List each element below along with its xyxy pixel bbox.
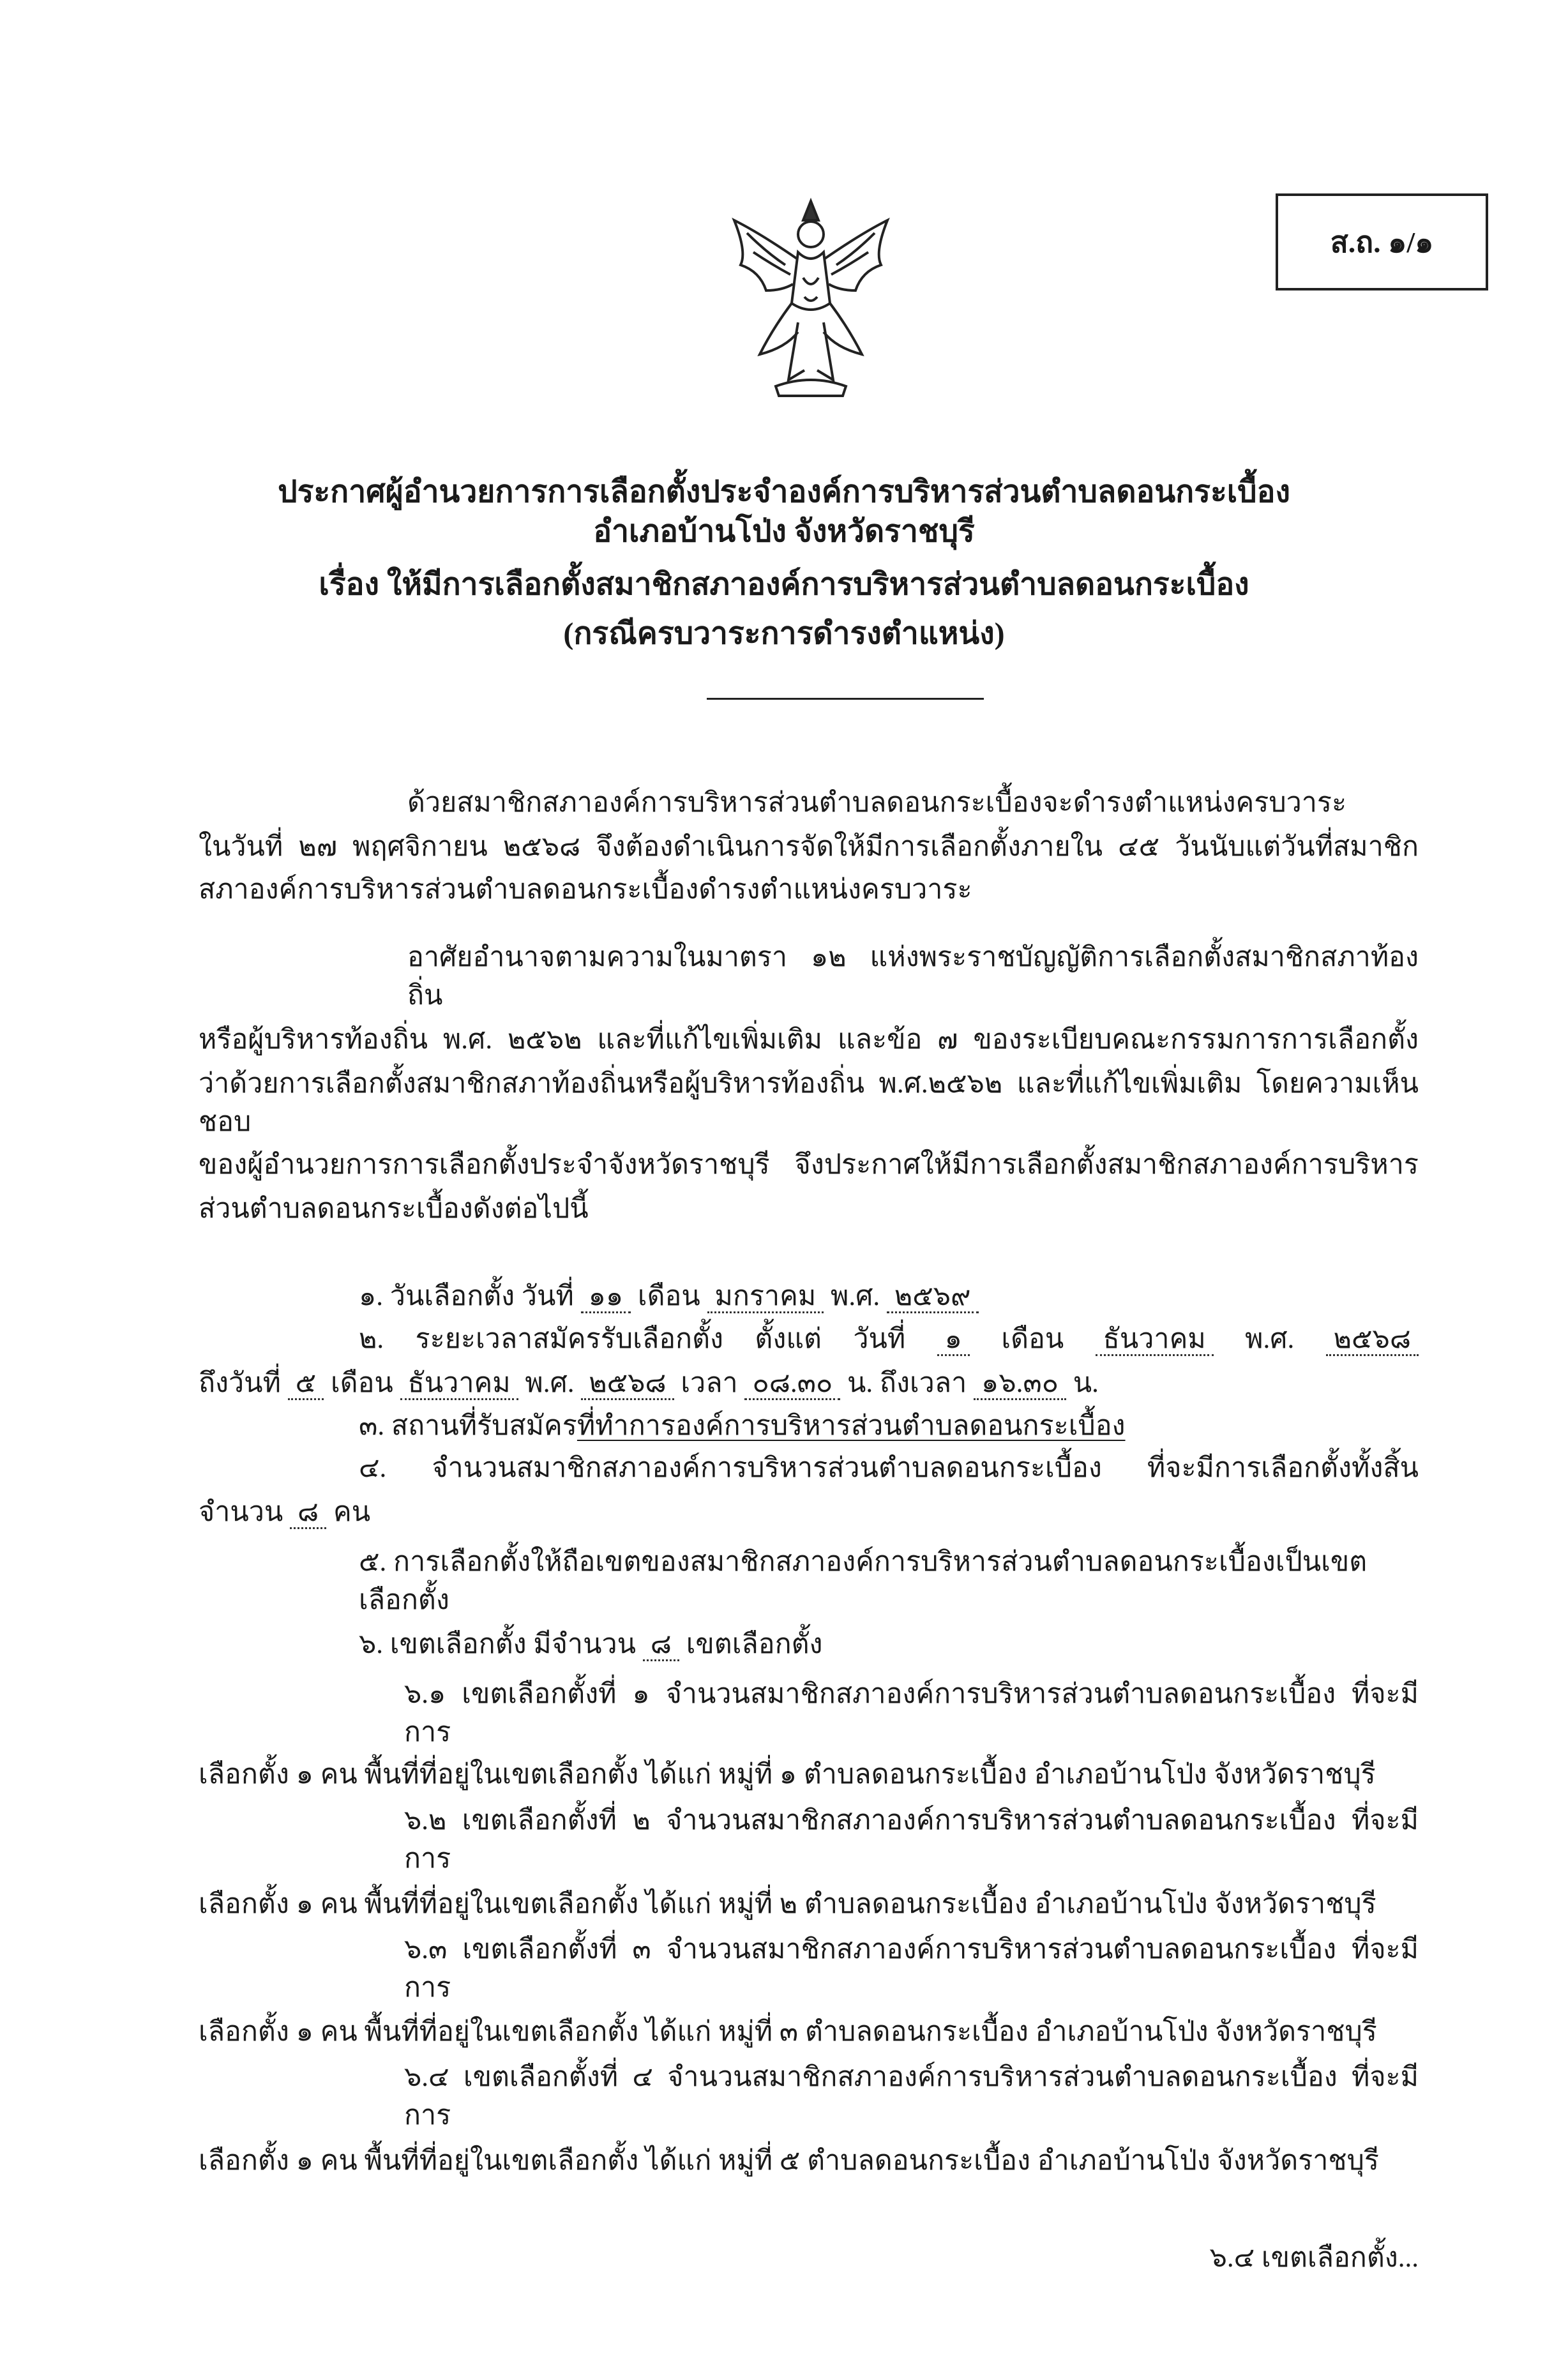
text-segment: พ.ศ. xyxy=(824,1281,887,1311)
text-segment: เลือกตั้ง ๑ คน พื้นที่ที่อยู่ในเขตเลือกตั้ง ได้แก่ หมู่ที่ ๕ ตำบลดอนกระเบื้อง อำเภอบ้านโป่ง จังหวัดราชบุรี xyxy=(199,2146,1379,2176)
text-segment: เดือน xyxy=(324,1368,400,1398)
text-segment: จำนวน xyxy=(199,1497,290,1527)
body-line xyxy=(0,1449,1419,1488)
underlined-value: ที่ทำการองค์การบริหารส่วนตำบลดอนกระเบื้อง xyxy=(577,1411,1126,1441)
subject-case: (กรณีครบวาระการดำรงตำแหน่ง) xyxy=(563,617,1005,651)
filled-value: ๑ xyxy=(937,1324,970,1356)
body-line xyxy=(0,2013,1419,2051)
body-line xyxy=(0,1407,1419,1445)
text-segment: พ.ศ. xyxy=(518,1368,582,1398)
text-segment: น. ถึงเวลา xyxy=(840,1368,974,1398)
body-line xyxy=(0,1493,1419,1532)
filled-value: ๒๕๖๘ xyxy=(581,1368,674,1400)
body-line xyxy=(0,1543,1419,1620)
text-segment: เลือกตั้ง ๑ คน พื้นที่ที่อยู่ในเขตเลือกตั้ง ได้แก่ หมู่ที่ ๑ ตำบลดอนกระเบื้อง อำเภอบ้านโป่ง จังหวัดราชบุรี xyxy=(199,1760,1376,1790)
text-segment: อาศัยอำนาจตามความในมาตรา ๑๒ แห่งพระราชบัญญัติการเลือกตั้งสมาชิกสภาท้องถิ่น xyxy=(407,942,1419,1011)
filled-value: ๒๕๖๘ xyxy=(1326,1324,1419,1356)
district-province: อำเภอบ้านโป่ง จังหวัดราชบุรี xyxy=(593,515,975,548)
text-segment: ๖.๓ เขตเลือกตั้งที่ ๓ จำนวนสมาชิกสภาองค์การบริหารส่วนตำบลดอนกระเบื้อง ที่จะมีการ xyxy=(404,1935,1419,2003)
body-line xyxy=(0,1146,1419,1184)
body-line xyxy=(0,1320,1419,1359)
text-segment: คน xyxy=(326,1497,371,1527)
filled-value: มกราคม xyxy=(707,1281,824,1313)
body-line xyxy=(0,871,1419,909)
announcement-title: ประกาศผู้อำนวยการการเลือกตั้งประจำองค์การบริหารส่วนตำบลดอนกระเบื้อง xyxy=(278,475,1290,509)
announcement-body xyxy=(0,784,1568,2180)
text-segment: น. xyxy=(1066,1368,1099,1398)
text-segment: ๖. เขตเลือกตั้ง มีจำนวน xyxy=(359,1629,643,1659)
text-segment: ของผู้อำนวยการการเลือกตั้งประจำจังหวัดราชบุรี จึงประกาศให้มีการเลือกตั้งสมาชิกสภาองค์การบริหาร xyxy=(199,1150,1419,1180)
continuation-note: ๖.๔ เขตเลือกตั้ง... xyxy=(1209,2243,1419,2273)
text-segment: ส่วนตำบลดอนกระเบื้องดังต่อไปนี้ xyxy=(199,1194,589,1224)
body-line xyxy=(0,2058,1419,2135)
text-segment: ถึงวันที่ xyxy=(199,1368,288,1398)
text-segment: ว่าด้วยการเลือกตั้งสมาชิกสภาท้องถิ่นหรือผู้บริหารท้องถิ่น พ.ศ.๒๕๖๒ และที่แก้ไขเพิ่มเติม โดยความเห็นชอบ xyxy=(199,1069,1419,1137)
text-segment: ๑. วันเลือกตั้ง วันที่ xyxy=(359,1281,581,1311)
body-line xyxy=(0,1756,1419,1794)
text-segment: เขตเลือกตั้ง xyxy=(679,1629,823,1659)
text-segment: ด้วยสมาชิกสภาองค์การบริหารส่วนตำบลดอนกระเบื้องจะดำรงตำแหน่งครบวาระ xyxy=(407,788,1347,818)
text-segment: เวลา xyxy=(674,1368,745,1398)
text-segment: ๖.๒ เขตเลือกตั้งที่ ๒ จำนวนสมาชิกสภาองค์การบริหารส่วนตำบลดอนกระเบื้อง ที่จะมีการ xyxy=(404,1806,1419,1874)
text-segment: ๔. จำนวนสมาชิกสภาองค์การบริหารส่วนตำบลดอนกระเบื้อง ที่จะมีการเลือกตั้งทั้งสิ้น xyxy=(359,1453,1419,1483)
body-line xyxy=(0,1021,1419,1059)
body-line xyxy=(0,1802,1419,1878)
text-segment: ๖.๑ เขตเลือกตั้งที่ ๑ จำนวนสมาชิกสภาองค์การบริหารส่วนตำบลดอนกระเบื้อง ที่จะมีการ xyxy=(404,1679,1419,1747)
subject-line: เรื่อง ให้มีการเลือกตั้งสมาชิกสภาองค์การบริหารส่วนตำบลดอนกระเบื้อง xyxy=(319,568,1249,601)
text-segment: หรือผู้บริหารท้องถิ่น พ.ศ. ๒๕๖๒ และที่แก้ไขเพิ่มเติม และข้อ ๗ ของระเบียบคณะกรรมการการเลือกตั้ง xyxy=(199,1025,1419,1055)
filled-value: ๕ xyxy=(288,1368,324,1400)
body-line xyxy=(0,1364,1419,1403)
filled-value: ธันวาคม xyxy=(1096,1324,1214,1356)
filled-value: ๐๘.๓๐ xyxy=(744,1368,840,1400)
text-segment: เดือน xyxy=(969,1324,1096,1354)
text-segment: ๒. ระยะเวลาสมัครรับเลือกตั้ง ตั้งแต่ วันที่ xyxy=(359,1324,937,1354)
body-line xyxy=(0,1885,1419,1924)
body-line xyxy=(0,1278,1419,1316)
text-segment: ในวันที่ ๒๗ พฤศจิกายน ๒๕๖๘ จึงต้องดำเนินการจัดให้มีการเลือกตั้งภายใน ๔๕ วันนับแต่วันที่สมาชิก xyxy=(199,832,1419,862)
text-segment: ๕. การเลือกตั้งให้ถือเขตของสมาชิกสภาองค์การบริหารส่วนตำบลดอนกระเบื้องเป็นเขตเลือกตั้ง xyxy=(359,1547,1368,1615)
body-line xyxy=(0,1626,1419,1664)
body-line xyxy=(0,2142,1419,2180)
text-segment: สภาองค์การบริหารส่วนตำบลดอนกระเบื้องดำรงตำแหน่งครบวาระ xyxy=(199,875,972,905)
body-line xyxy=(0,1065,1419,1142)
filled-value: ธันวาคม xyxy=(400,1368,518,1400)
form-code: ส.ถ. ๑/๑ xyxy=(1330,225,1434,259)
text-segment: เลือกตั้ง ๑ คน พื้นที่ที่อยู่ในเขตเลือกตั้ง ได้แก่ หมู่ที่ ๒ ตำบลดอนกระเบื้อง อำเภอบ้านโป่ง จังหวัดราชบุรี xyxy=(199,1889,1376,1919)
filled-value: ๘ xyxy=(643,1629,679,1661)
filled-value: ๑๑ xyxy=(581,1281,631,1313)
text-segment: พ.ศ. xyxy=(1213,1324,1326,1354)
text-segment: เดือน xyxy=(631,1281,707,1311)
filled-value: ๒๕๖๙ xyxy=(887,1281,979,1313)
text-segment: เลือกตั้ง ๑ คน พื้นที่ที่อยู่ในเขตเลือกตั้ง ได้แก่ หมู่ที่ ๓ ตำบลดอนกระเบื้อง อำเภอบ้านโป่ง จังหวัดราชบุรี xyxy=(199,2017,1377,2047)
body-line xyxy=(0,828,1419,866)
body-line xyxy=(0,1190,1419,1228)
title-divider xyxy=(707,698,984,700)
filled-value: ๑๖.๓๐ xyxy=(974,1368,1066,1400)
body-line xyxy=(0,1931,1419,2007)
body-line xyxy=(0,1675,1419,1752)
body-line xyxy=(0,784,1419,822)
text-segment: ๓. สถานที่รับสมัคร xyxy=(359,1411,577,1441)
body-line xyxy=(0,939,1419,1015)
text-segment: ๖.๔ เขตเลือกตั้งที่ ๔ จำนวนสมาชิกสภาองค์การบริหารส่วนตำบลดอนกระเบื้อง ที่จะมีการ xyxy=(404,2062,1419,2131)
filled-value: ๘ xyxy=(290,1497,326,1529)
